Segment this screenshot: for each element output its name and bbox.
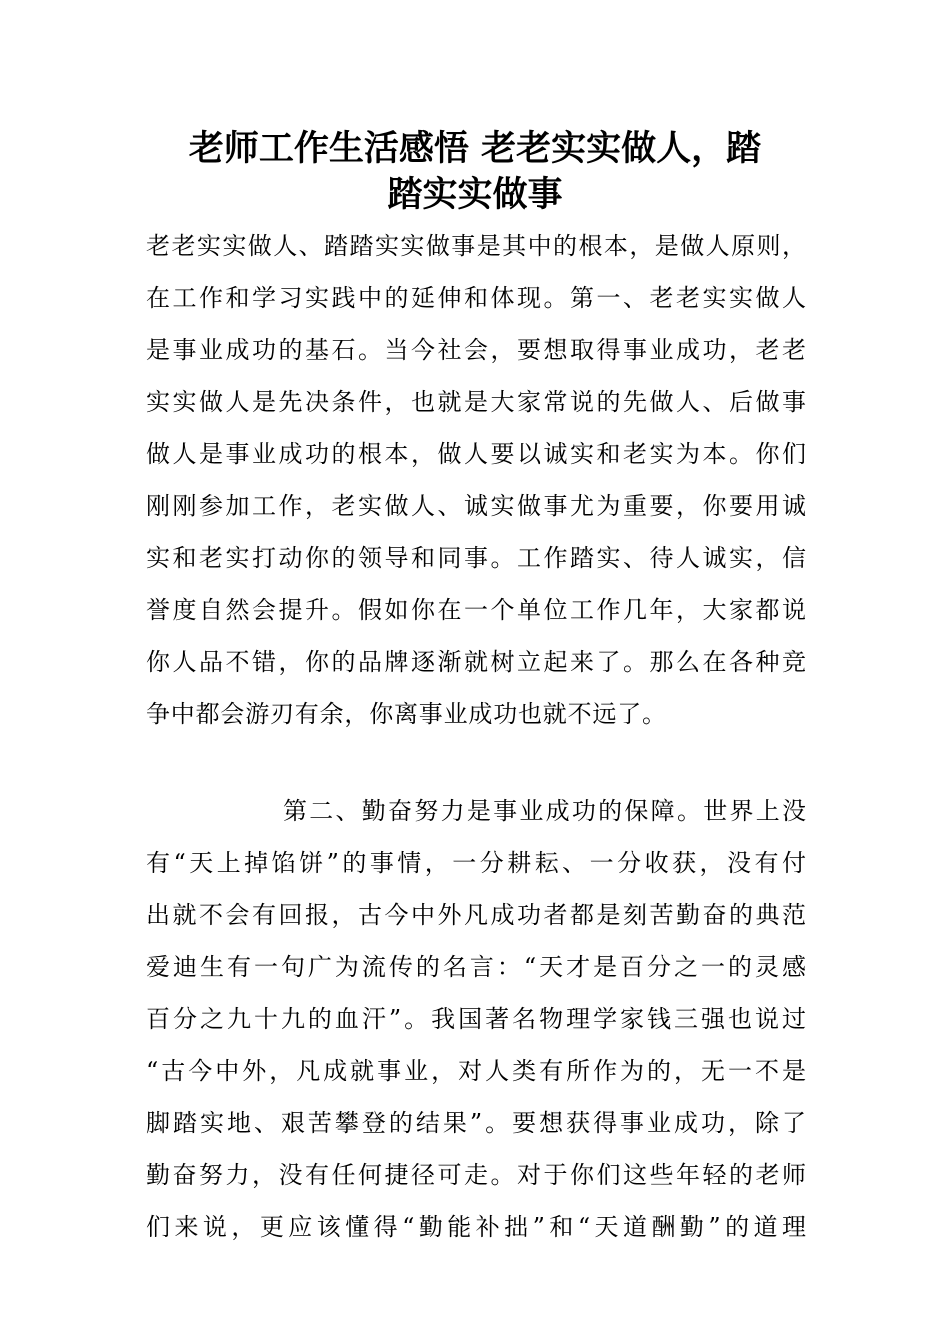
paragraph-line: 脚踏实地、艰苦攀登的结果”。要想获得事业成功，除了: [146, 1109, 806, 1137]
paragraph-line: 老老实实做人、踏踏实实做事是其中的根本，是做人原则，: [146, 232, 806, 260]
paragraph-line: 百分之九十九的血汗”。我国著名物理学家钱三强也说过: [146, 1005, 806, 1033]
paragraph-line: 们来说，更应该懂得“勤能补拙”和“天道酬勤”的道理: [146, 1213, 806, 1241]
paragraph-line: 实实做人是先决条件，也就是大家常说的先做人、后做事: [146, 388, 806, 416]
paragraph-line: 刚刚参加工作，老实做人、诚实做事尤为重要，你要用诚: [146, 492, 806, 520]
paragraph-line: 你人品不错，你的品牌逐渐就树立起来了。那么在各种竞: [146, 648, 806, 676]
document-title-line-1: 老师工作生活感悟 老老实实做人，踏: [188, 129, 762, 169]
document-title-line-2: 踏实实做事: [387, 175, 563, 215]
paragraph-line: 是事业成功的基石。当今社会，要想取得事业成功，老老: [146, 336, 806, 364]
paragraph-line: 誉度自然会提升。假如你在一个单位工作几年，大家都说: [146, 596, 806, 624]
paragraph-line: 在工作和学习实践中的延伸和体现。第一、老老实实做人: [146, 284, 806, 312]
paragraph-line: “古今中外，凡成就事业，对人类有所作为的，无一不是: [146, 1057, 806, 1085]
paragraph-line: 勤奋努力，没有任何捷径可走。对于你们这些年轻的老师: [146, 1161, 806, 1189]
paragraph-line: 第二、勤奋努力是事业成功的保障。世界上没: [283, 797, 806, 825]
paragraph-line: 爱迪生有一句广为流传的名言：“天才是百分之一的灵感: [146, 953, 806, 981]
paragraph-line: 争中都会游刃有余，你离事业成功也就不远了。: [146, 700, 667, 728]
paragraph-line: 出就不会有回报，古今中外凡成功者都是刻苦勤奋的典范: [146, 901, 806, 929]
paragraph-line: 实和老实打动你的领导和同事。工作踏实、待人诚实，信: [146, 544, 806, 572]
paragraph-line: 做人是事业成功的根本，做人要以诚实和老实为本。你们: [146, 440, 806, 468]
paragraph-line: 有“天上掉馅饼”的事情，一分耕耘、一分收获，没有付: [146, 849, 806, 877]
